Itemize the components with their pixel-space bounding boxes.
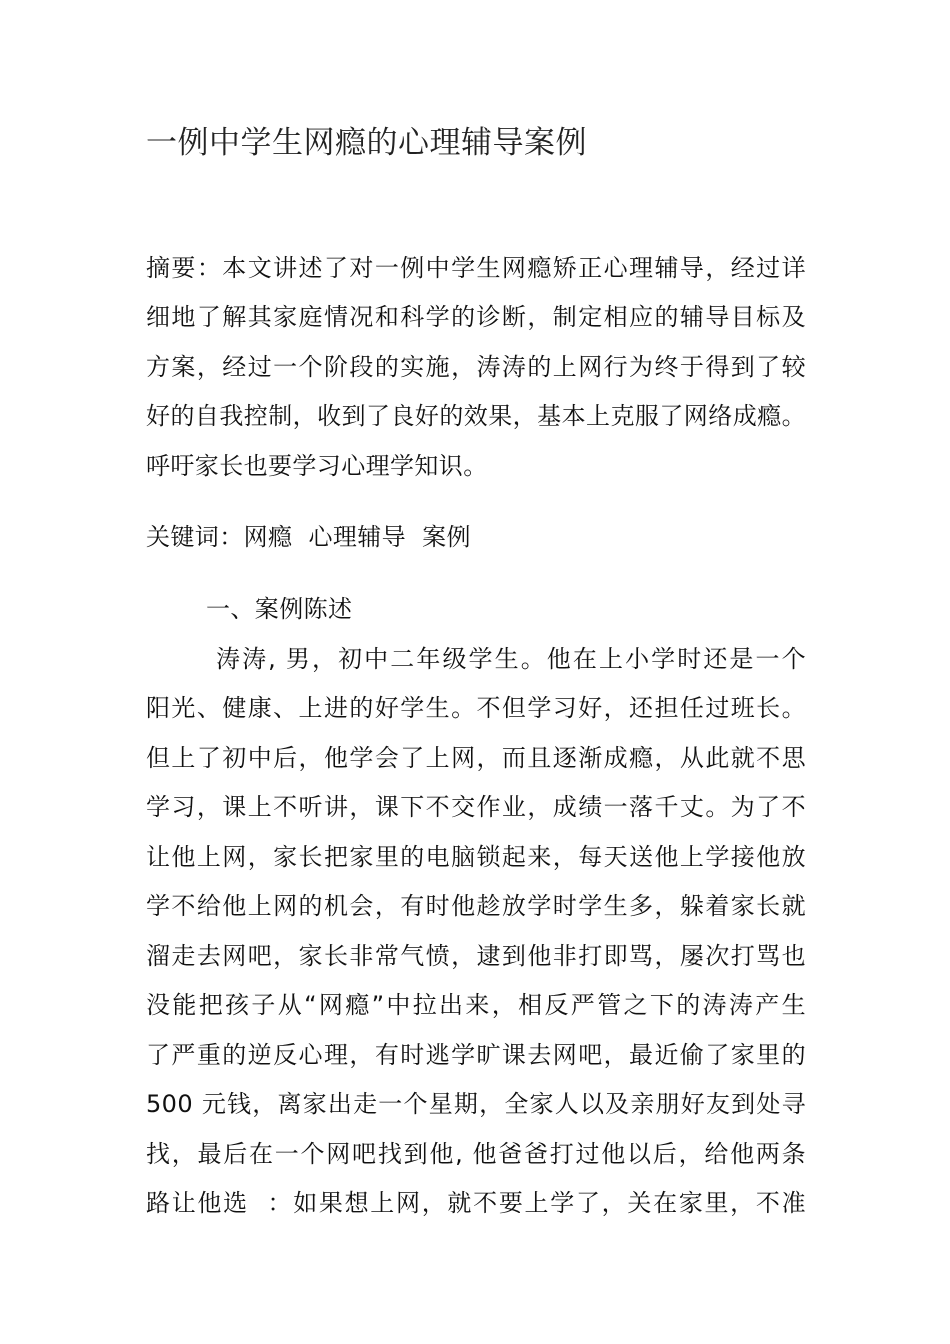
- body-line: 溜走去网吧，家长非常气愤，逮到他非打即骂，屡次打骂也: [146, 942, 806, 970]
- body-line: 没能把孩子从“网瘾”中拉出来，相反严管之下的涛涛产生: [146, 991, 806, 1019]
- body-line: 涛涛, 男，初中二年级学生。他在上小学时还是一个: [216, 645, 806, 673]
- keywords-line: 关键词：网瘾 心理辅导 案例: [146, 523, 471, 551]
- abstract-line: 好的自我控制，收到了良好的效果，基本上克服了网络成瘾。: [146, 402, 806, 430]
- body-line: 学习，课上不听讲，课下不交作业，成绩一落千丈。为了不: [146, 793, 806, 821]
- document-title: 一例中学生网瘾的心理辅导案例: [146, 125, 587, 161]
- abstract-line: 呼吁家长也要学习心理学知识。: [146, 452, 488, 480]
- body-line: 找，最后在一个网吧找到他, 他爸爸打过他以后，给他两条: [146, 1140, 806, 1168]
- body-line: 了严重的逆反心理，有时逃学旷课去网吧，最近偷了家里的: [146, 1041, 806, 1069]
- abstract-line: 摘要：本文讲述了对一例中学生网瘾矫正心理辅导，经过详: [146, 254, 806, 282]
- abstract-line: 方案，经过一个阶段的实施，涛涛的上网行为终于得到了较: [146, 353, 806, 381]
- body-line: 500 元钱，离家出走一个星期，全家人以及亲朋好友到处寻: [146, 1090, 806, 1118]
- section-heading: 一、案例陈述: [206, 595, 353, 623]
- body-line: 路让他选 ：如果想上网，就不要上学了，关在家里，不准: [146, 1189, 806, 1217]
- body-line: 阳光、健康、上进的好学生。不但学习好，还担任过班长。: [146, 694, 806, 722]
- body-line: 让他上网，家长把家里的电脑锁起来，每天送他上学接他放: [146, 843, 806, 871]
- body-line: 但上了初中后，他学会了上网，而且逐渐成瘾，从此就不思: [146, 744, 806, 772]
- abstract-line: 细地了解其家庭情况和科学的诊断，制定相应的辅导目标及: [146, 303, 806, 331]
- body-line: 学不给他上网的机会，有时他趁放学时学生多，躲着家长就: [146, 892, 806, 920]
